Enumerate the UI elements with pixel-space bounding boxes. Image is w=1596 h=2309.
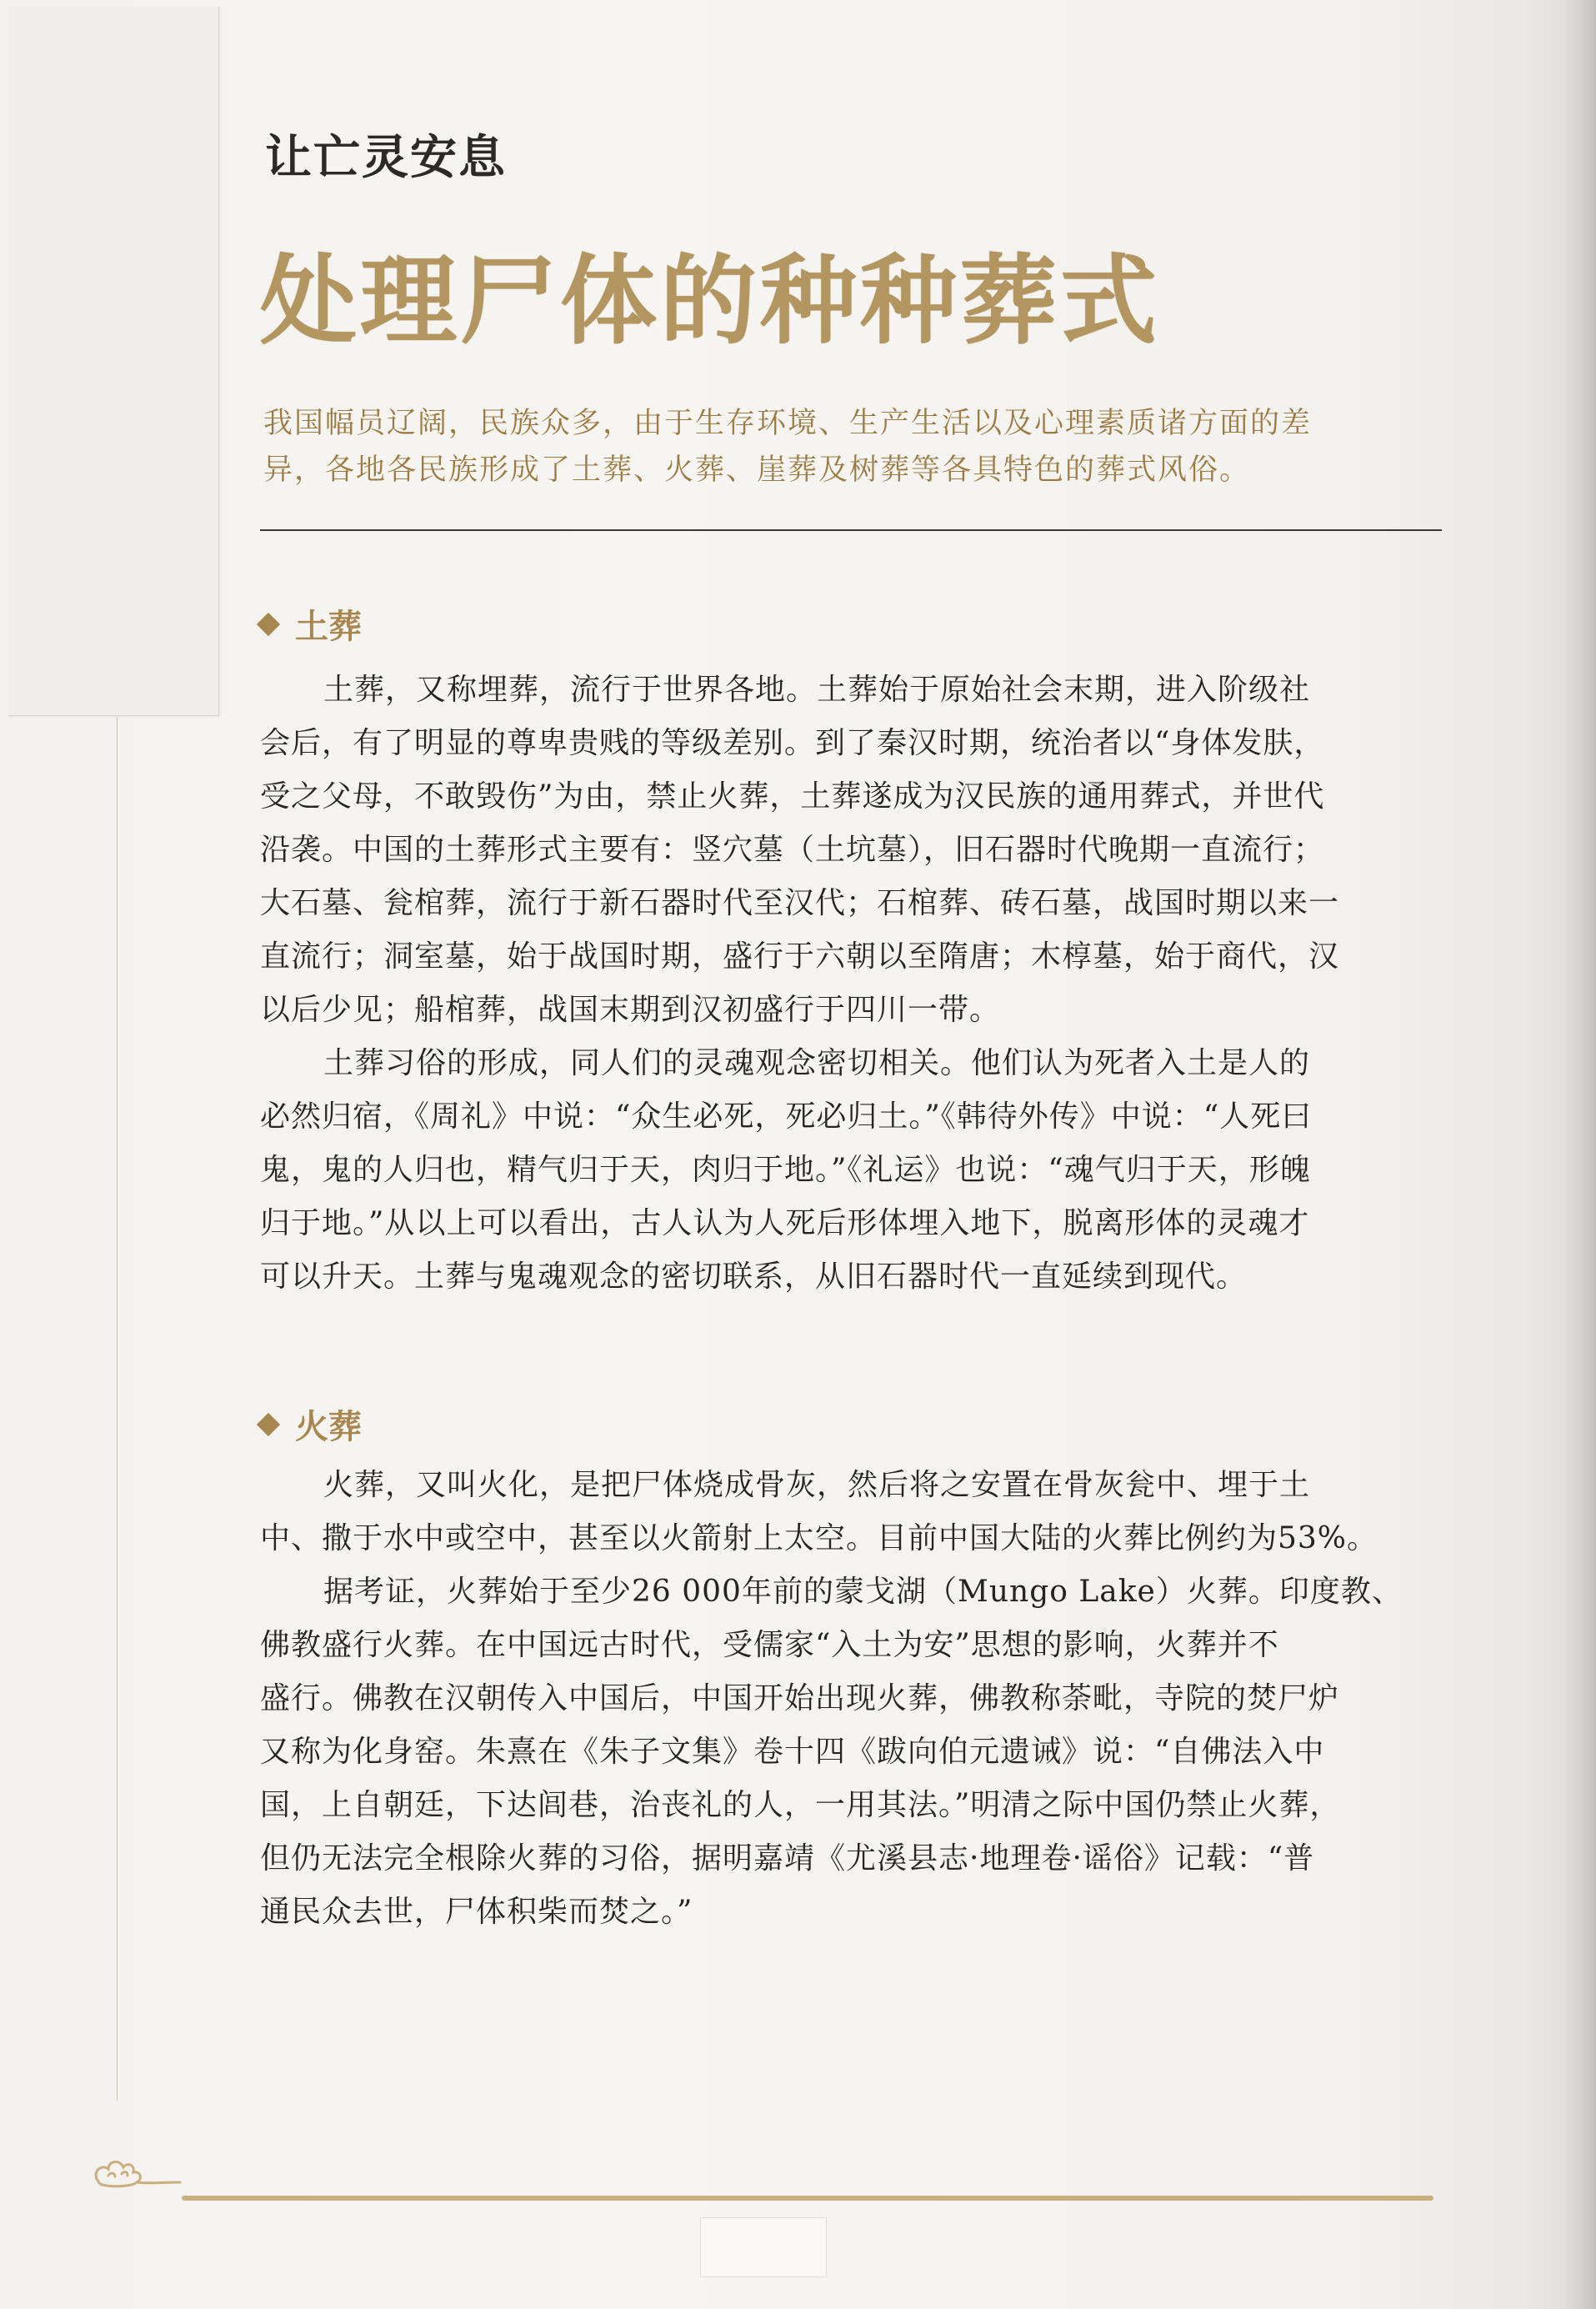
body-line: 沿袭。中国的土葬形式主要有：竖穴墓（土坑墓），旧石器时代晚期一直流行； <box>260 833 1325 867</box>
body-line: 可以升天。土葬与鬼魂观念的密切联系，从旧石器时代一直延续到现代。 <box>260 1260 1248 1294</box>
body-line: 会后，有了明显的尊卑贵贱的等级差别。到了秦汉时期，统治者以“身体发肤， <box>260 726 1325 760</box>
section-heading-label: 火葬 <box>295 1408 362 1446</box>
cloud-ornament-icon <box>90 2146 182 2196</box>
body-line: 鬼，鬼的人归也，精气归于天，肉归于地。”《礼运》也说：“魂气归于天，形魄 <box>260 1153 1311 1187</box>
section-heading-burial <box>260 600 362 648</box>
section-heading-label: 土葬 <box>295 608 362 646</box>
section-body-burial <box>260 664 1443 1304</box>
intro-divider <box>260 529 1442 531</box>
body-line: 国，上自朝廷，下达闾巷，治丧礼的人，一用其法。”明清之际中国仍禁止火葬， <box>260 1788 1341 1822</box>
body-line: 以后少见；船棺葬，战国末期到汉初盛行于四川一带。 <box>260 993 1001 1027</box>
body-line: 直流行；洞室墓，始于战国时期，盛行于六朝以至隋唐；木椁墓，始于商代，汉 <box>260 939 1340 974</box>
page-subtitle: 让亡灵安息 <box>265 131 507 185</box>
body-line: 佛教盛行火葬。在中国远古时代，受儒家“入土为安”思想的影响，火葬并不 <box>260 1628 1279 1662</box>
section-body-cremation <box>260 1459 1443 1939</box>
body-line: 但仍无法完全根除火葬的习俗，据明嘉靖《尤溪县志·地理卷·谣俗》记载：“普 <box>260 1841 1315 1876</box>
body-line: 通民众去世，尸体积柴而焚之。” <box>260 1895 693 1929</box>
left-margin-rule <box>117 717 118 2101</box>
body-line: 受之父母，不敢毁伤”为由，禁止火葬，土葬遂成为汉民族的通用葬式，并世代 <box>260 779 1325 814</box>
diamond-bullet-icon <box>257 613 280 636</box>
body-line: 火葬，又叫火化，是把尸体烧成骨灰，然后将之安置在骨灰瓮中、埋于土 <box>323 1468 1311 1502</box>
body-line: 又称为化身窑。朱熹在《朱子文集》卷十四《跋向伯元遗诫》说：“自佛法入中 <box>260 1735 1325 1769</box>
body-line: 大石墓、瓮棺葬，流行于新石器时代至汉代；石棺葬、砖石墓，战国时期以来一 <box>260 886 1340 920</box>
torn-paper-scrap <box>8 7 219 716</box>
page-number-tag <box>700 2217 827 2277</box>
body-line: 中、撒于水中或空中，甚至以火箭射上太空。目前中国大陆的火葬比例约为53%。 <box>260 1521 1378 1555</box>
footer-rule <box>182 2196 1433 2201</box>
body-line: 盛行。佛教在汉朝传入中国后，中国开始出现火葬，佛教称荼毗，寺院的焚尸炉 <box>260 1681 1340 1715</box>
intro-paragraph <box>263 400 1447 493</box>
diamond-bullet-icon <box>257 1413 280 1436</box>
body-line: 土葬习俗的形成，同人们的灵魂观念密切相关。他们认为死者入土是人的 <box>323 1046 1311 1080</box>
body-line: 归于地。”从以上可以看出，古人认为人死后形体埋入地下，脱离形体的灵魂才 <box>260 1206 1310 1240</box>
body-line: 据考证，火葬始于至少26 000年前的蒙戈湖（Mungo Lake）火葬。印度教、 <box>323 1575 1403 1609</box>
intro-line: 异，各地各民族形成了土葬、火葬、崖葬及树葬等各具特色的葬式风俗。 <box>263 453 1251 487</box>
page-edge-shadow <box>1563 0 1596 2309</box>
intro-line: 我国幅员辽阔，民族众多，由于生存环境、生产生活以及心理素质诸方面的差 <box>263 407 1313 440</box>
body-line: 必然归宿，《周礼》中说：“众生必死，死必归土。”《韩待外传》中说：“人死曰 <box>260 1099 1313 1134</box>
page-title: 处理尸体的种种葬式 <box>260 245 1160 358</box>
body-line: 土葬，又称埋葬，流行于世界各地。土葬始于原始社会末期，进入阶级社 <box>323 673 1311 707</box>
section-heading-cremation <box>260 1400 362 1448</box>
